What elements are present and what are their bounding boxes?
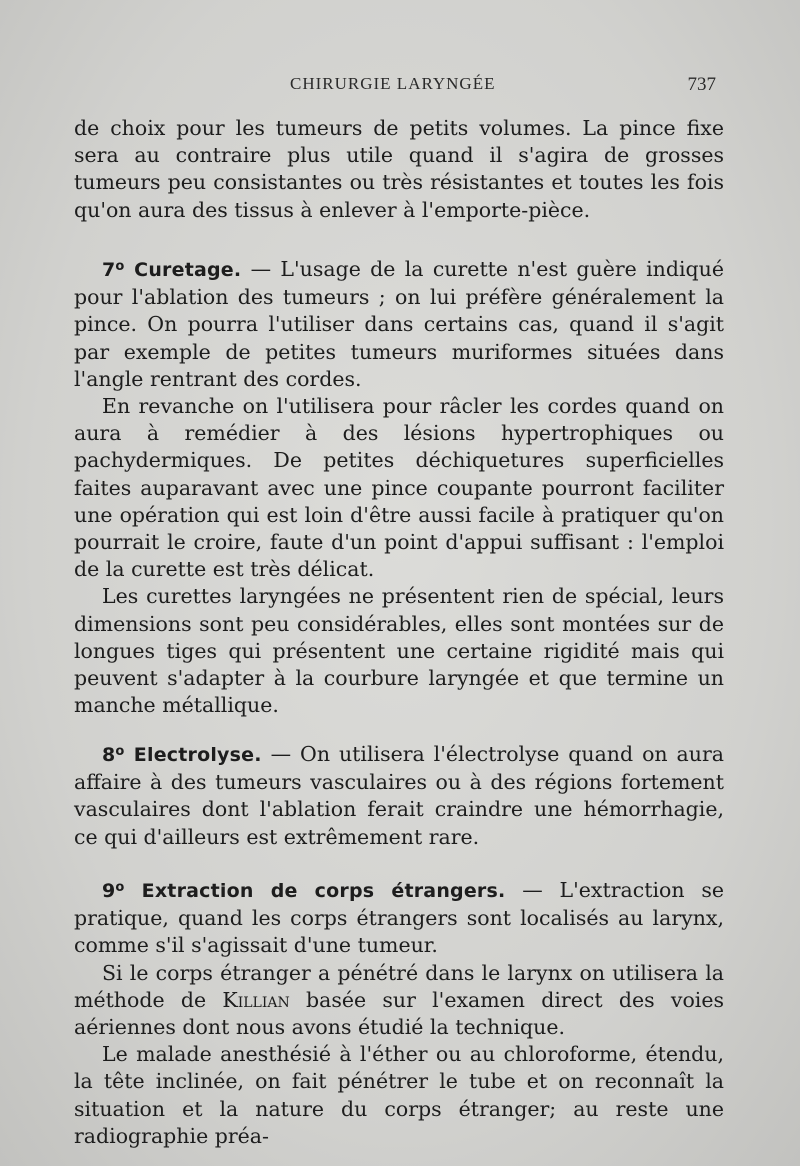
page-number: 737: [687, 74, 716, 95]
section-8-heading: [102, 744, 262, 766]
section-9-number: 9: [102, 880, 116, 902]
section-curetage: [74, 253, 724, 719]
section-8-number: 8: [102, 744, 116, 766]
section-8-paragraph: [74, 738, 724, 851]
section-8-title: Electrolyse.: [133, 744, 262, 766]
section-7-heading: [102, 259, 241, 281]
paragraph-revanche: En revanche on l'utilisera pour râcler les cordes quand on aura à remédier à des lésions hypertrophiques ou pachydermiques. De petites déchiquetures superficielles faites auparavant avec une pince coupante pourront faciliter une opération qui est loin d'être aussi facile à pratiquer qu'on pourrait le croire, faute d'un point d'appui suffisant : l'emploi de la curette est très délicat.: [74, 394, 724, 582]
paragraph-continuation: de choix pour les tumeurs de petits volumes. La pince fixe sera au contraire plus utile quand il s'agira de grosses tumeurs peu consistantes ou très résistantes et toutes les fois qu'on aura des tissus à enlever à l'emporte-pièce.: [74, 116, 724, 222]
section-8-body: — On utilisera l'électrolyse quand on aura affaire à des tumeurs vasculaires ou à des régions fortement vasculaires dont l'ablation ferait craindre une hémorrhagie, ce qui d'ailleurs est extrêmement rare.: [74, 742, 724, 849]
section-9-paragraph: [74, 874, 724, 960]
killian-text-after: basée sur l'examen direct des voies aériennes dont nous avons étudié la technique.: [74, 987, 724, 1040]
section-9-ordinal: o: [115, 880, 125, 895]
running-title: CHIRURGIE LARYNGÉE: [290, 74, 496, 93]
section-electrolyse: [74, 738, 724, 851]
paragraph-killian: [74, 960, 724, 1042]
section-9-title: Extraction de corps étrangers.: [141, 880, 506, 902]
section-7-paragraph: [74, 253, 724, 393]
author-name-killian: Killian: [222, 987, 290, 1012]
section-8-ordinal: o: [115, 744, 125, 759]
section-extraction: [74, 874, 724, 1150]
running-head: [290, 74, 720, 98]
text-block-continuation: [74, 115, 724, 224]
paragraph-curettes: Les curettes laryngées ne présentent rien de spécial, leurs dimensions sont peu considérables, elles sont montées sur de longues tiges qui présentent une certaine rigidité mais qui peuvent s'adapter à la courbure laryngée et que termine un manche métallique.: [74, 584, 724, 718]
section-7-number: 7: [102, 259, 116, 281]
section-9-body: — L'extraction se pratique, quand les corps étrangers sont localisés au larynx, comme s'il s'agissait d'une tumeur.: [74, 878, 724, 958]
section-7-body: — L'usage de la curette n'est guère indiqué pour l'ablation des tumeurs ; on lui préfère généralement la pince. On pourra l'utiliser dans certains cas, quand il s'agit par exemple de petites tumeurs muriformes situées dans l'angle rentrant des cordes.: [74, 257, 724, 391]
section-7-ordinal: o: [115, 259, 125, 274]
section-9-heading: [102, 880, 505, 902]
killian-text-before: Si le corps étranger a pénétré dans le larynx on utilisera la méthode de: [74, 960, 724, 1012]
section-7-title: Curetage.: [134, 259, 242, 281]
paragraph-malade: Le malade anesthésié à l'éther ou au chloroforme, étendu, la tête inclinée, on fait pénétrer le tube et on reconnaît la situation et la nature du corps étranger; au reste une radiographie préa-: [74, 1042, 724, 1148]
